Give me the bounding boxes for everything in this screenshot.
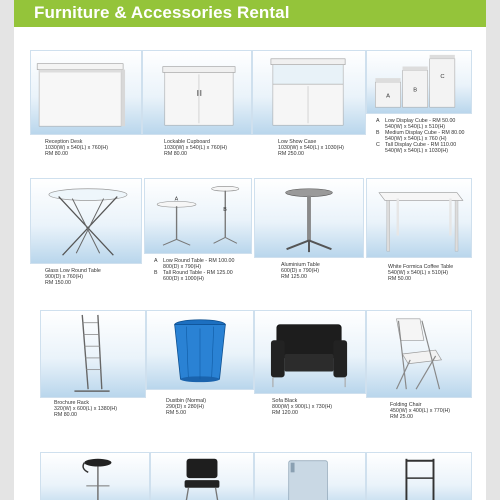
aluminium-table-price: RM 125.00: [281, 274, 307, 281]
refrigerator-image: [254, 452, 366, 500]
dustbin-price: RM 5.00: [166, 410, 187, 417]
page-title: Furniture & Accessories Rental: [34, 3, 290, 22]
cube-c-dims-row: [376, 148, 464, 154]
glass-table-image: [30, 178, 142, 264]
reception-desk-dims: 1030(W) x 540(L) x 760(H): [45, 145, 108, 152]
glass-table-caption: [45, 268, 101, 286]
lockable-cupboard-caption: [164, 139, 227, 157]
sofa-name: Sofa Black: [272, 398, 298, 404]
cube-a-name: Low Display Cube - RM 50.00: [385, 118, 456, 124]
brochure-rack-caption: [54, 400, 117, 418]
reception-desk-name: Reception Desk: [45, 139, 83, 145]
brochure-rack-image: [40, 310, 146, 398]
low-show-case-dims: 1030(W) x 540(L) x 1030(H): [278, 145, 344, 152]
round-tables-image: [144, 178, 252, 254]
aluminium-table-name: Aluminium Table: [281, 262, 320, 268]
round-b-letter: B: [154, 270, 158, 277]
dustbin-image: [146, 310, 254, 390]
reception-desk-caption: [45, 139, 108, 157]
dustbin-dims: 290(D) x 280(H): [166, 404, 204, 411]
cube-c-name: Tall Display Cube - RM 110.00: [385, 142, 457, 149]
sofa-price: RM 120.00: [272, 410, 298, 417]
sofa-image: [254, 310, 366, 394]
round-table-label-b: B: [223, 207, 227, 214]
cube-b-name: Medium Display Cube - RM 80.00: [385, 130, 465, 137]
glass-table-dims: 900(D) x 760(H): [45, 274, 83, 281]
round-b-name: Tall Round Table - RM 125.00: [163, 270, 233, 277]
cube-c-letter: C: [376, 142, 380, 149]
sofa-dims: 800(W) x 900(L) x 730(H): [272, 404, 333, 411]
office-chair-image: [150, 452, 254, 500]
low-show-case-price: RM 250.00: [278, 151, 304, 158]
glass-table-name: Glass Low Round Table: [45, 268, 101, 274]
formica-table-price: RM 50.00: [388, 276, 411, 283]
folding-chair-image: [366, 310, 472, 398]
cube-label-b: B: [413, 87, 418, 94]
sofa-caption: [272, 398, 332, 416]
round-a-name: Low Round Table - RM 100.00: [163, 258, 235, 264]
lockable-cupboard-name: Lockable Cupboard: [164, 139, 210, 145]
low-show-case-caption: [278, 139, 344, 157]
round-b-dims-row: [154, 276, 234, 282]
dustbin-name: Dustbin (Normal): [166, 398, 207, 404]
folding-chair-caption: [390, 402, 450, 420]
formica-table-caption: [388, 264, 453, 282]
aluminium-table-dims: 600(D) x 790(H): [281, 268, 319, 275]
folding-chair-name: Folding Chair: [390, 402, 422, 408]
round-table-label-a: A: [174, 196, 179, 203]
cube-label-c: C: [440, 74, 445, 81]
formica-table-image: [366, 178, 472, 258]
display-cubes-caption: [376, 118, 464, 155]
lockable-cupboard-image: [142, 50, 252, 135]
aluminium-table-caption: [281, 262, 320, 280]
lockable-cupboard-price: RM 80.00: [164, 151, 187, 158]
brochure-rack-dims: 320(W) x 600(L) x 1380(H): [54, 406, 117, 413]
title-banner: [14, 0, 486, 27]
reception-desk-image: [30, 50, 142, 135]
lockable-cupboard-dims: 1030(W) x 540(L) x 760(H): [164, 145, 227, 152]
formica-table-dims: 540(W) x 540(L) x 510(H): [388, 270, 449, 277]
cube-a-letter: A: [376, 118, 380, 124]
round-a-dims: 800(D) x 790(H): [163, 264, 201, 271]
round-a-letter: A: [154, 258, 158, 264]
glass-table-price: RM 150.00: [45, 280, 71, 287]
brochure-page: [14, 0, 486, 500]
cube-c-dims: 540(W) x 540(L) x 1030(H): [385, 148, 448, 155]
bar-stool-image: [40, 452, 150, 500]
round-tables-caption: [154, 258, 234, 282]
round-b-dims: 600(D) x 1000(H): [163, 276, 204, 283]
folding-chair-price: RM 25.00: [390, 414, 413, 421]
low-show-case-name: Low Show Case: [278, 139, 317, 145]
display-cubes-image: [366, 50, 472, 114]
cube-b-letter: B: [376, 130, 380, 137]
tv-stand-image: [366, 452, 472, 500]
cube-b-dims: 540(W) x 540(L) x 760 (H): [385, 136, 447, 143]
cube-a-dims: 540(W) x 540(L) x 510(H): [385, 124, 446, 131]
reception-desk-price: RM 80.00: [45, 151, 68, 158]
low-show-case-image: [252, 50, 366, 135]
formica-table-name: White Formica Coffee Table: [388, 264, 454, 270]
brochure-rack-price: RM 80.00: [54, 412, 77, 419]
folding-chair-dims: 450(W) x 400(L) x 770(H): [390, 408, 451, 415]
cube-label-a: A: [386, 93, 390, 100]
dustbin-caption: [166, 398, 206, 416]
aluminium-table-image: [254, 178, 364, 258]
brochure-rack-name: Brochure Rack: [54, 400, 90, 406]
